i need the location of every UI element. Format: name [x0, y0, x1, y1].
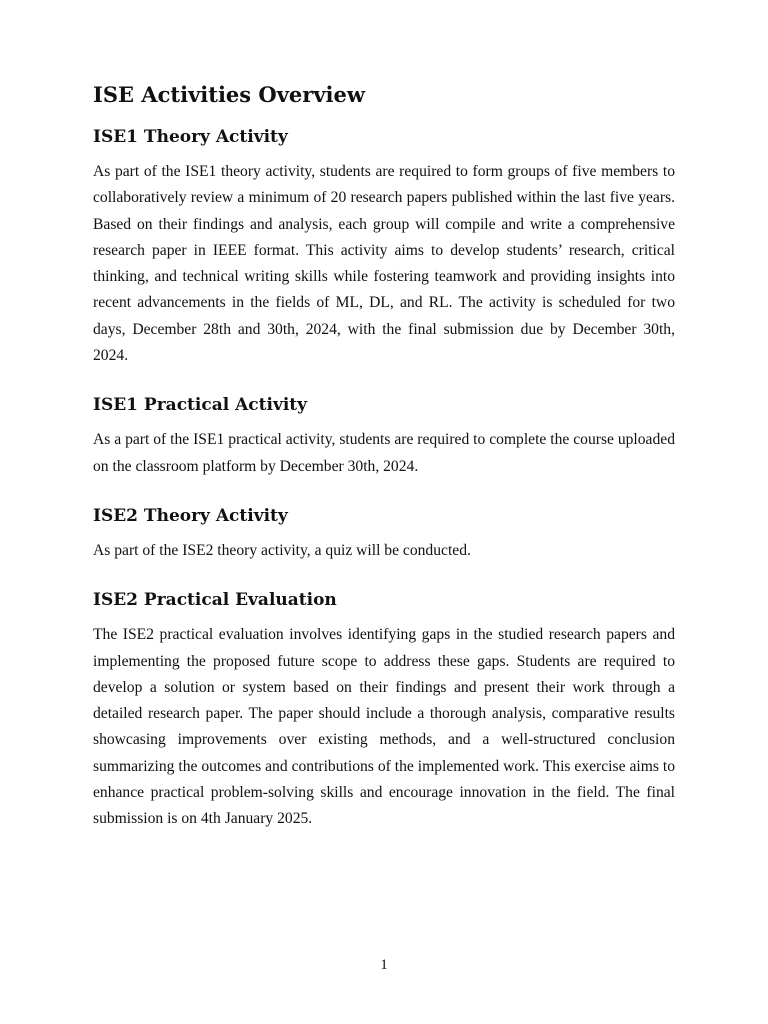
section-heading: ISE1 Theory Activity	[93, 127, 288, 147]
section-heading: ISE2 Practical Evaluation	[93, 590, 337, 611]
section-paragraph: As part of the ISE2 theory activity, a quiz will be conducted.	[93, 541, 471, 559]
document-page	[93, 80, 675, 857]
page-number: 1	[380, 957, 388, 973]
section-paragraph: As part of the ISE1 theory activity, students are required to form groups of five members to collaboratively review a minimum of 20 research papers published within the last five years. Based on their findings and analysis, each group will compile and write a comprehensive research paper in IEEE format. This activity aims to develop students’ research, critical thinking, and technical writing skills while fostering teamwork and providing insights into recent advancements in the fields of ML, DL, and RL. The activity is scheduled for two days, December 28th and 30th, 2024, with the final submission due by December 30th, 2024.	[93, 163, 675, 365]
section-paragraph: The ISE2 practical evaluation involves identifying gaps in the studied research papers and implementing the proposed future scope to address these gaps. Students are required to develop a solution or system based on their findings and present their work through a detailed research paper. The paper should include a thorough analysis, comparative results showcasing improvements over existing methods, and a well-structured conclusion summarizing the outcomes and contributions of the implemented work. This exercise aims to enhance practical problem-solving skills and encourage innovation in the field. The final submission is on 4th January 2025.	[93, 626, 675, 828]
section-ise2-practical	[93, 588, 675, 832]
section-heading: ISE1 Practical Activity	[93, 395, 308, 416]
section-paragraph: As a part of the ISE1 practical activity, students are required to complete the course uploaded on the classroom platform by December 30th, 2024.	[93, 431, 675, 475]
section-ise2-theory	[93, 504, 675, 564]
document-title: ISE Activities Overview	[93, 82, 365, 107]
section-heading: ISE2 Theory Activity	[93, 505, 288, 526]
section-ise1-theory	[93, 125, 675, 369]
section-ise1-practical	[93, 393, 675, 480]
